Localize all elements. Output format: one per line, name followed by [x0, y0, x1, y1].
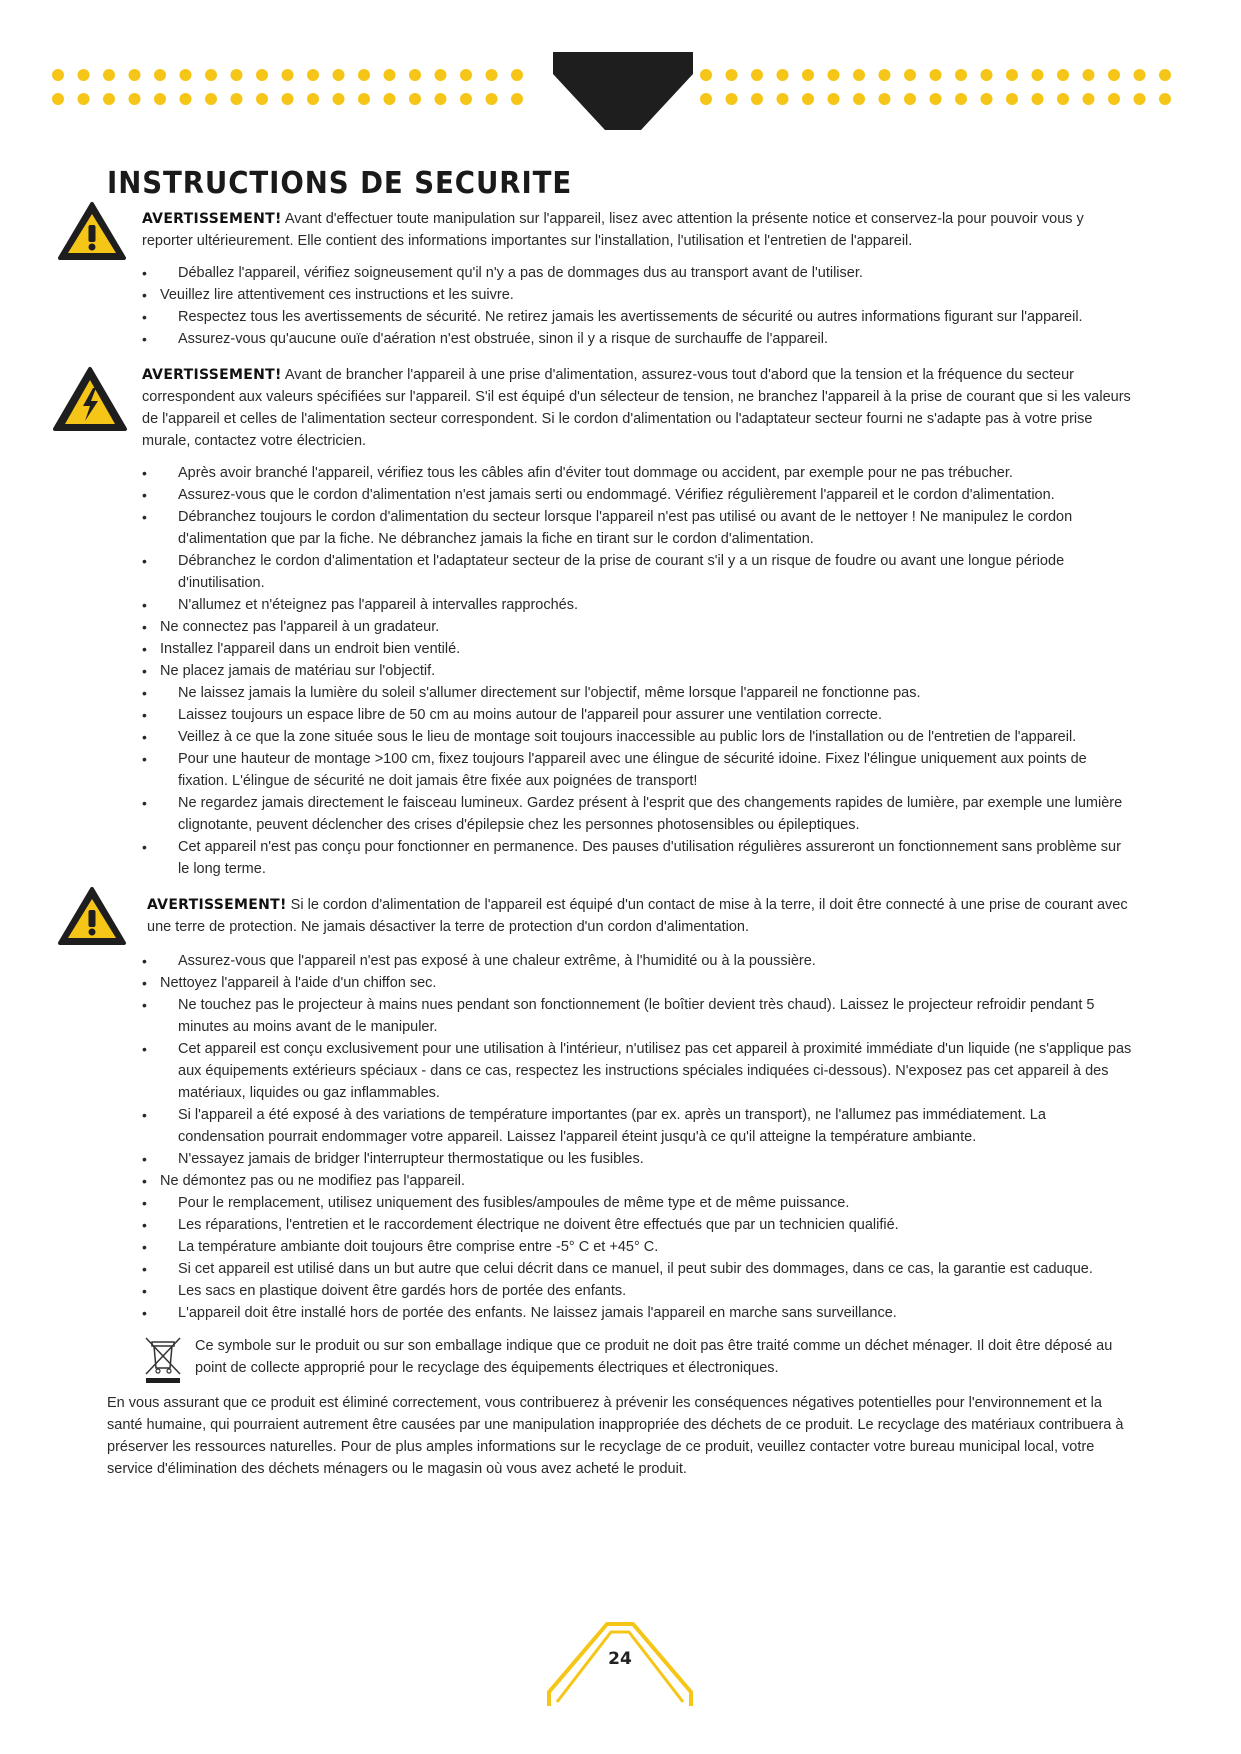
bullet-list-2: [142, 462, 1132, 880]
bullet-list-3: [142, 950, 1132, 1324]
header-wedge: [553, 52, 693, 132]
decor-dot: [154, 69, 166, 81]
list-item: • Débranchez le cordon d'alimentation et l'adaptateur secteur de la prise de courant s'il y a un risque de foudre ou avant une longue période d'inutilisation.: [142, 553, 1065, 591]
decor-dot: [751, 93, 763, 105]
decor-dot: [103, 93, 115, 105]
warning-label: AVERTISSEMENT!: [142, 211, 282, 227]
warning-2: [142, 364, 1132, 452]
decor-dot: [384, 93, 396, 105]
decor-dot: [78, 69, 90, 81]
list-item: • Veuillez lire attentivement ces instructions et les suivre.: [142, 287, 514, 303]
list-item: • Assurez-vous que le cordon d'alimentation n'est jamais serti ou endommagé. Vérifiez régulièrement l'appareil et le cordon d'alimentation.: [142, 487, 1055, 503]
decor-dot: [700, 93, 712, 105]
decor-dot: [879, 69, 891, 81]
decor-dot: [231, 69, 243, 81]
list-item: • Après avoir branché l'appareil, vérifiez tous les câbles afin d'éviter tout dommage ou accident, par exemple pour ne pas trébucher.: [142, 465, 1013, 481]
list-item: • Cet appareil n'est pas conçu pour fonctionner en permanence. Des pauses d'utilisation régulières assureront un fonctionnement sans problème sur le long terme.: [142, 839, 1121, 877]
decor-dot: [1159, 93, 1171, 105]
decor-dot: [828, 69, 840, 81]
decor-dot: [726, 93, 738, 105]
list-item: • Débranchez toujours le cordon d'alimentation du secteur lorsque l'appareil n'est pas utilisé ou avant de le nettoyer ! Ne manipulez le cordon d'alimentation que par la fiche. Ne débranchez jamais la fiche en tirant sur le cordon d'alimentation.: [142, 509, 1073, 547]
decor-dot: [78, 93, 90, 105]
decor-dot: [486, 93, 498, 105]
list-item: • Déballez l'appareil, vérifiez soigneusement qu'il n'y a pas de dommages dus au transport avant de l'utiliser.: [142, 265, 863, 281]
list-item: • Assurez-vous que l'appareil n'est pas exposé à une chaleur extrême, à l'humidité ou à la poussière.: [142, 953, 816, 969]
decor-dot: [751, 69, 763, 81]
warning-text: Avant d'effectuer toute manipulation sur l'appareil, lisez avec attention la présente notice et conservez-la pour pouvoir vous y reporter ultérieurement. Elle contient des informations importantes sur l'installation, l'utilisation et l'entretien de l'appareil.: [142, 211, 1084, 249]
list-item: • Ne démontez pas ou ne modifiez pas l'appareil.: [142, 1173, 466, 1189]
decor-dot: [904, 93, 916, 105]
decor-dot: [853, 69, 865, 81]
decor-dot: [777, 69, 789, 81]
decor-dot: [52, 93, 64, 105]
decor-dot: [307, 69, 319, 81]
warning-label: AVERTISSEMENT!: [142, 367, 282, 383]
weee-notice: Ce symbole sur le produit ou sur son emballage indique que ce produit ne doit pas être traité comme un déchet ménager. Il doit être déposé au point de collecte approprié pour le recyclage des équipements électriques et électroniques.: [195, 1338, 1113, 1376]
decor-dot: [930, 69, 942, 81]
list-item: • L'appareil doit être installé hors de portée des enfants. Ne laissez jamais l'appareil en marche sans surveillance.: [142, 1305, 897, 1321]
list-item: • Si l'appareil a été exposé à des variations de température importantes (par ex. après un transport), ne l'allumez pas immédiatement. La condensation pourrait endommager votre appareil. Laissez l'appareil éteint jusqu'à ce qu'il atteigne la température ambiante.: [142, 1107, 1046, 1145]
decor-dot: [1134, 69, 1146, 81]
warning-lightning-icon: [52, 366, 128, 432]
warning-label: AVERTISSEMENT!: [147, 897, 287, 913]
list-item: • Ne touchez pas le projecteur à mains nues pendant son fonctionnement (le boîtier devient très chaud). Laissez le projecteur refroidir pendant 5 minutes au moins avant de le manipuler.: [142, 997, 1095, 1035]
decor-dot: [1108, 93, 1120, 105]
decor-dot: [205, 93, 217, 105]
decor-dot: [460, 93, 472, 105]
warning-text: Si le cordon d'alimentation de l'appareil est équipé d'un contact de mise à la terre, il doit être connecté à une prise de courant avec une terre de protection. Ne jamais désactiver la terre de protection d'un cordon d'alimentation.: [147, 897, 1128, 935]
decor-dot: [460, 69, 472, 81]
decor-dot: [231, 93, 243, 105]
list-item: • Ne laissez jamais la lumière du soleil s'allumer directement sur l'objectif, même lorsque l'appareil ne fonctionne pas.: [142, 685, 921, 701]
decor-dot: [1108, 69, 1120, 81]
list-item: • N'allumez et n'éteignez pas l'appareil à intervalles rapprochés.: [142, 597, 579, 613]
decor-dot: [129, 93, 141, 105]
decor-dot: [154, 93, 166, 105]
decor-dot: [802, 69, 814, 81]
decor-dot: [1159, 69, 1171, 81]
decor-dot: [435, 93, 447, 105]
decor-dot: [384, 69, 396, 81]
decor-dot: [955, 93, 967, 105]
list-item: • La température ambiante doit toujours être comprise entre -5° C et +45° C.: [142, 1239, 659, 1255]
list-item: • Si cet appareil est utilisé dans un but autre que celui décrit dans ce manuel, il peut subir des dommages, dans ce cas, la garantie est caduque.: [142, 1261, 1093, 1277]
header-dots-left: [52, 68, 542, 108]
decor-dot: [930, 93, 942, 105]
decor-dot: [1032, 69, 1044, 81]
list-item: • Ne connectez pas l'appareil à un gradateur.: [142, 619, 440, 635]
warning-1: [142, 208, 1132, 252]
decor-dot: [511, 93, 523, 105]
decor-dot: [435, 69, 447, 81]
decor-dot: [486, 69, 498, 81]
list-item: • Les sacs en plastique doivent être gardés hors de portée des enfants.: [142, 1283, 627, 1299]
decor-dot: [1083, 69, 1095, 81]
decor-dot: [333, 69, 345, 81]
list-item: • Respectez tous les avertissements de sécurité. Ne retirez jamais les avertissements de sécurité ou autres informations figurant sur l'appareil.: [142, 309, 1083, 325]
bullet-list-1: [142, 262, 1137, 350]
decor-dot: [802, 93, 814, 105]
warning-text: Avant de brancher l'appareil à une prise d'alimentation, assurez-vous tout d'abord que la tension et la fréquence du secteur correspondent aux valeurs spécifiées sur l'appareil. S'il est équipé d'un sélecteur de tension, ne branchez l'appareil à la prise de courant que si les valeurs de l'appareil et celles de l'alimentation secteur correspondent. Si le cordon d'alimentation ou l'adaptateur secteur fourni ne s'adapte pas à votre prise murale, contactez votre électricien.: [142, 367, 1131, 449]
decor-dot: [1006, 93, 1018, 105]
decor-dot: [828, 93, 840, 105]
decor-dot: [1032, 93, 1044, 105]
decor-dot: [777, 93, 789, 105]
decor-dot: [904, 69, 916, 81]
decor-dot: [52, 69, 64, 81]
decor-dot: [1083, 93, 1095, 105]
decor-dot: [981, 69, 993, 81]
list-item: • Laissez toujours un espace libre de 50 cm au moins autour de l'appareil pour assurer une ventilation correcte.: [142, 707, 883, 723]
decor-dot: [700, 69, 712, 81]
list-item: • N'essayez jamais de bridger l'interrupteur thermostatique ou les fusibles.: [142, 1151, 644, 1167]
header-dots-right: [700, 68, 1190, 108]
decor-dot: [853, 93, 865, 105]
decor-dot: [333, 93, 345, 105]
decor-dot: [282, 69, 294, 81]
list-item: • Pour une hauteur de montage >100 cm, fixez toujours l'appareil avec une élingue de sécurité idoine. Fixez l'élingue uniquement aux points de fixation. L'élingue de sécurité ne doit jamais être fixée aux poignées de transport!: [142, 751, 1087, 789]
decor-dot: [726, 69, 738, 81]
decor-dot: [180, 93, 192, 105]
decor-dot: [307, 93, 319, 105]
warning-exclamation-icon: [57, 201, 127, 261]
decor-dot: [1057, 93, 1069, 105]
recycling-paragraph: En vous assurant que ce produit est éliminé correctement, vous contribuerez à prévenir les conséquences négatives potentielles pour l'environnement et la santé humaine, qui pourraient autrement être causées par une manipulation inappropriée des déchets de ce produit. Le recyclage des matériaux contribuera à préserver les ressources naturelles. Pour de plus amples informations sur le recyclage de ce produit, veuillez contacter votre bureau municipal local, votre service d'élimination des déchets ménagers ou le magasin où vous avez acheté le produit.: [107, 1395, 1124, 1477]
list-item: • Nettoyez l'appareil à l'aide d'un chiffon sec.: [142, 975, 437, 991]
decor-dot: [409, 69, 421, 81]
decor-dot: [981, 93, 993, 105]
decor-dot: [879, 93, 891, 105]
decor-dot: [358, 93, 370, 105]
decor-dot: [129, 69, 141, 81]
decor-dot: [256, 93, 268, 105]
warning-3: [147, 894, 1132, 938]
decor-dot: [180, 69, 192, 81]
decor-dot: [205, 69, 217, 81]
decor-dot: [409, 93, 421, 105]
decor-dot: [103, 69, 115, 81]
crossed-bin-icon: [142, 1334, 184, 1384]
list-item: • Assurez-vous qu'aucune ouïe d'aération n'est obstruée, sinon il y a risque de surchauffe de l'appareil.: [142, 331, 829, 347]
page-number: 24: [608, 1649, 632, 1669]
decor-dot: [1134, 93, 1146, 105]
warning-exclamation-icon: [57, 886, 127, 946]
decor-dot: [1057, 69, 1069, 81]
list-item: • Pour le remplacement, utilisez uniquement des fusibles/ampoules de même type et de même puissance.: [142, 1195, 850, 1211]
list-item: • Les réparations, l'entretien et le raccordement électrique ne doivent être effectués que par un technicien qualifié.: [142, 1217, 899, 1233]
list-item: • Installez l'appareil dans un endroit bien ventilé.: [142, 641, 461, 657]
page-title: INSTRUCTIONS DE SECURITE: [107, 166, 573, 201]
decor-dot: [1006, 69, 1018, 81]
decor-dot: [358, 69, 370, 81]
list-item: • Ne placez jamais de matériau sur l'objectif.: [142, 663, 436, 679]
decor-dot: [282, 93, 294, 105]
list-item: • Cet appareil est conçu exclusivement pour une utilisation à l'intérieur, n'utilisez pas cet appareil à proximité immédiate d'un liquide (ne s'applique pas aux équipements extérieurs spéciaux - dans ce cas, respectez les instructions spéciales indiquées ci-dessous). N'exposez pas cet appareil à des matériaux, liquides ou gaz inflammables.: [142, 1041, 1132, 1101]
list-item: • Ne regardez jamais directement le faisceau lumineux. Gardez présent à l'esprit que des changements rapides de lumière, par exemple une lumière clignotante, peuvent déclencher des crises d'épilepsie chez les personnes photosensibles ou épileptiques.: [142, 795, 1123, 833]
decor-dot: [955, 69, 967, 81]
decor-dot: [256, 69, 268, 81]
list-item: • Veillez à ce que la zone située sous le lieu de montage soit toujours inaccessible au public lors de l'installation ou de l'entretien de l'appareil.: [142, 729, 1077, 745]
decor-dot: [511, 69, 523, 81]
